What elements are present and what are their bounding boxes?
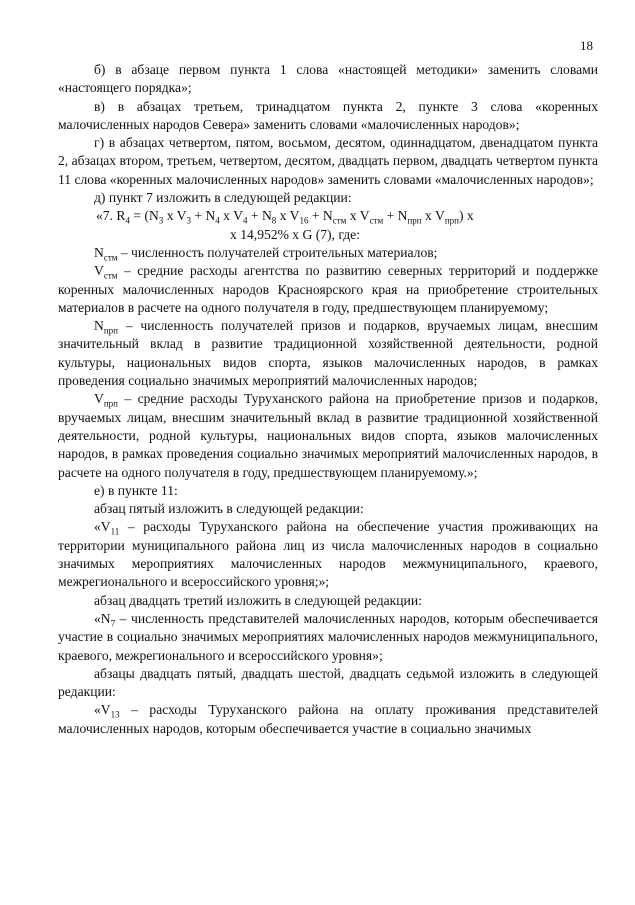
definition-n7: «$N_7$ – численность представителей малочисленных народов, которым обеспечивается участие в социально значимых мероприятиях малочисленных народов межмуниципального, краевого, межрегионального и всероссийского уровня»; — [58, 610, 598, 663]
v11-text: – расходы Туруханского района на обеспечение участия проживающих на территории муниципального района лиц из числа малочисленных народов в социально значимых мероприятиях малочисленных народов межмуниципального, краевого, межрегионального и всероссийского уровня;»; — [58, 519, 598, 590]
v11-sub: 11 — [110, 527, 120, 538]
formula-term-sub: 4 — [242, 216, 248, 227]
formula-term: $V_3$ — [176, 208, 191, 227]
formula-term: $V_{стм}$ — [359, 208, 384, 227]
formula-term-sub: 4 — [215, 216, 220, 227]
paragraph-d: д) пункт 7 изложить в следующей редакции: — [94, 190, 352, 206]
n-stm-sub: стм — [103, 252, 118, 263]
paragraph-abz5: абзац пятый изложить в следующей редакции: — [94, 501, 364, 517]
formula-r-sub: 4 — [125, 216, 130, 227]
v-prp-sub: прп — [103, 399, 118, 410]
v-stm-text: – средние расходы агентства по развитию северных территорий и поддержке коренных малочисленных народов Красноярского края на приобретение строительных материалов в расчете на одного получателя в году, предшествующем планируемому; — [58, 263, 598, 315]
definition-v11: «$V_{11}$ – расходы Туруханского района на обеспечение участия проживающих на территории муниципального района лиц из числа малочисленных народов в социально значимых мероприятиях малочисленных народов межмуниципального, краевого, межрегионального и всероссийского уровня;»; — [58, 519, 598, 590]
v-prp-text: – средние расходы Туруханского района на приобретение призов и подарков, вручаемых лицам, внесшим значительный вклад в развитие традиционной хозяйственной деятельности, родной культуры, национальных видов спорта, языков малочисленных народов, в рамках проведения социально значимых мероприятий малочисленных народов, в расчете на одного получателя в году, предшествующем планируемому.»; — [58, 391, 598, 480]
formula-term: $N_{стм}$ — [322, 208, 347, 227]
formula-prefix: «7. R — [96, 208, 126, 224]
paragraph-abz25: абзацы двадцать пятый, двадцать шестой, двадцать седьмой изложить в следующей редакции: — [58, 665, 598, 700]
definition-v13: «$V_{13}$ – расходы Туруханского района на оплату проживания представителей малочисленных народов, которым обеспечивается участие в социально значимых — [58, 702, 598, 736]
formula-terms: $N_3$ x $V_3 + N_4$ x $V_4 + N_8$ x $V_{16} + N_{стм}$ x $V_{стм} + N_{прп}$ x $V_{прп}$ — [148, 208, 459, 227]
formula-term-sub: 16 — [299, 216, 309, 227]
n7-text: – численность представителей малочисленных народов, которым обеспечивается участие в социально значимых мероприятиях малочисленных народов межмуниципального, краевого, межрегионального и всероссийского уровня»; — [58, 610, 598, 663]
formula-term-sub: стм — [332, 216, 347, 227]
formula-term-sub: прп — [407, 216, 422, 227]
formula-term: $N_8$ — [261, 208, 277, 227]
formula-term: $N_4$ — [205, 208, 220, 227]
paragraph-b: б) в абзаце первом пункта 1 слова «настоящей методики» заменить словами «настоящего порядка»; — [58, 62, 598, 96]
page-number: 18 — [580, 38, 593, 53]
v13-text: – расходы Туруханского района на оплату проживания представителей малочисленных народов, которым обеспечивается участие в социально значимых — [58, 702, 598, 736]
formula-term: $V_{прп}$ — [434, 208, 459, 227]
n-stm-text: – численность получателей строительных материалов; — [117, 244, 438, 260]
n7-sub: 7 — [110, 618, 116, 629]
paragraph-g: г) в абзацах четвертом, пятом, восьмом, десятом, одиннадцатом, двенадцатом пункта 2, абзацах втором, третьем, четвертом, десятом, двадцать первом, двадцать четвертом пункта 11 слова «коренных малочисленных народов» заменить словами «малочисленных народов»; — [58, 135, 598, 187]
formula-term-sub: стм — [369, 216, 384, 227]
paragraph-v: в) в абзацах третьем, тринадцатом пункта 2, пункте 3 слова «коренных малочисленных народов Севера» заменить словами «малочисленных народов»; — [58, 98, 598, 132]
definition-n-stm: $N_{стм}$ – численность получателей строительных материалов; — [94, 244, 438, 263]
formula-term-sub: прп — [444, 216, 459, 227]
formula-term: $V_4$ — [233, 208, 248, 227]
formula-line-2: x 14,952% x G (7), где: — [230, 226, 360, 242]
formula-term: $N_3$ — [148, 208, 164, 227]
definition-v-prp: $V_{прп}$ – средние расходы Туруханского района на приобретение призов и подарков, вручаемых лицам, внесшим значительный вклад в развитие традиционной хозяйственной деятельности, родной культуры, национальных видов спорта, языков малочисленных народов, в рамках проведения социально значимых мероприятий малочисленных народов, в расчете на одного получателя в году, предшествующем планируемому.»; — [58, 391, 598, 480]
definition-v-stm: $V_{стм}$ – средние расходы агентства по развитию северных территорий и поддержке коренных малочисленных народов Красноярского края на приобретение строительных материалов в расчете на одного получателя в году, предшествующем планируемому; — [58, 263, 598, 315]
n-prp-sub: прп — [103, 325, 118, 336]
document-body — [58, 61, 598, 738]
formula-term-sub: 8 — [271, 216, 277, 227]
n-prp-text: – численность получателей призов и подарков, вручаемых лицам, внесшим значительный вклад в развитие традиционной хозяйственной деятельности, родной культуры, национальных видов спорта, языков малочисленных народов, в рамках проведения социально значимых мероприятий малочисленных народов; — [58, 318, 598, 389]
paragraph-abz23: абзац двадцать третий изложить в следующей редакции: — [94, 592, 422, 608]
formula-term-sub: 3 — [186, 216, 191, 227]
formula-term: $N_{прп}$ — [397, 208, 422, 227]
formula-term-sub: 3 — [158, 216, 164, 227]
formula-line-1: «7. $R_4 = (N_3$ x $V_3 + N_4$ x $V_4 + N_8$ x $V_{16} + N_{стм}$ x $V_{стм} + N_{прп}$ x $V_{прп}$) x — [96, 208, 474, 227]
definition-n-prp: $N_{прп}$ – численность получателей призов и подарков, вручаемых лицам, внесшим значительный вклад в развитие традиционной хозяйственной деятельности, родной культуры, национальных видов спорта, языков малочисленных народов, в рамках проведения социально значимых мероприятий малочисленных народов; — [58, 318, 598, 389]
v13-sub: 13 — [110, 710, 120, 721]
v-stm-sub: стм — [103, 270, 118, 281]
formula-term: $V_{16}$ — [289, 208, 309, 227]
paragraph-e: е) в пункте 11: — [94, 482, 178, 498]
